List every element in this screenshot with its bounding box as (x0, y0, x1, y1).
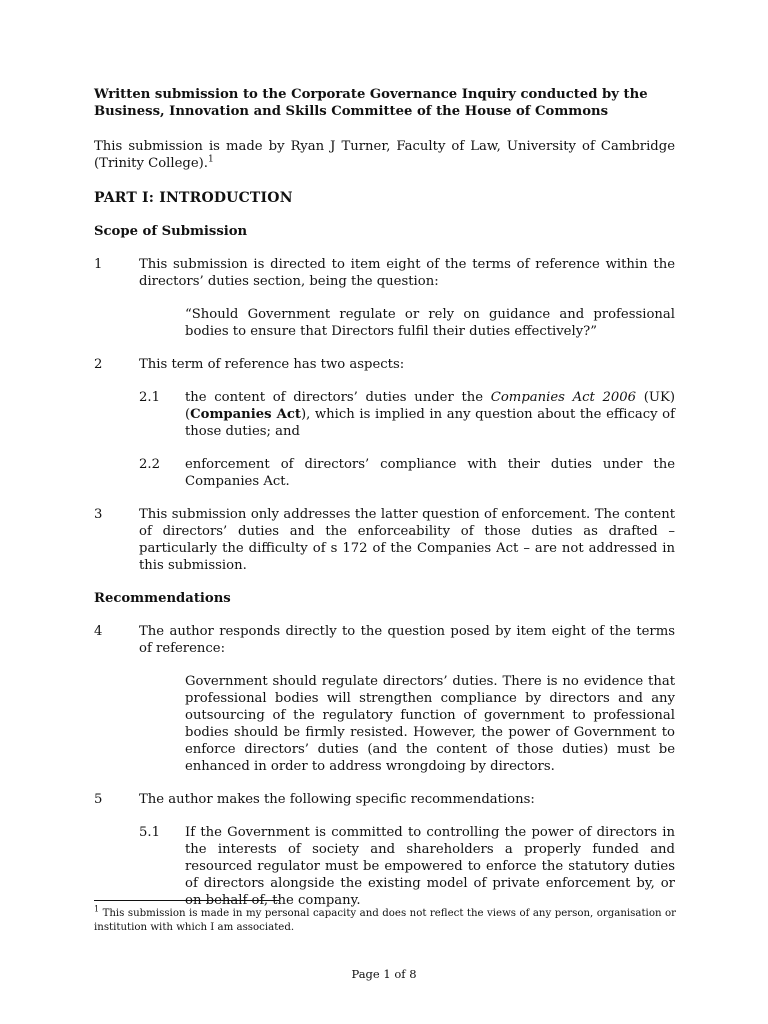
act-title: Companies Act 2006 (490, 390, 637, 405)
paragraph-text: This submission only addresses the latter question of enforcement. The content of directors’ duties and the enforceability of those duties as drafted – particularly the difficulty of s 172 of the Companies Act – are not addressed in this submission. (139, 507, 675, 573)
subparagraph-number: 5.1 (139, 825, 160, 840)
intro-paragraph (94, 138, 675, 172)
footnote (94, 904, 676, 935)
footnote-separator (94, 900, 279, 901)
page-number: Page 1 of 8 (351, 967, 417, 981)
defined-term: Companies Act (190, 407, 301, 422)
paragraph-1 (94, 256, 675, 290)
intro-text: This submission is made by Ryan J Turner, Faculty of Law, University of Cambridge (Trinity College). (94, 139, 675, 171)
paragraph-5 (94, 791, 675, 808)
text-run: (UK) ( (185, 390, 676, 422)
paragraph-number: 3 (94, 507, 103, 522)
paragraph-text: The author responds directly to the question posed by item eight of the terms of reference: (139, 624, 675, 656)
subparagraph-2-2 (94, 456, 675, 490)
paragraph-4 (94, 623, 675, 657)
subparagraph-number: 2.2 (139, 457, 160, 472)
paragraph-number: 4 (94, 624, 103, 639)
paragraph-text: This term of reference has two aspects: (139, 357, 405, 372)
text-run: the content of directors’ duties under the (185, 390, 491, 405)
document-page (94, 86, 675, 909)
document-title: Written submission to the Corporate Governance Inquiry conducted by the Business, Innovation and Skills Committee of the House of Commons (94, 87, 648, 119)
recommendations-heading: Recommendations (94, 591, 231, 606)
paragraph-2 (94, 356, 675, 373)
subparagraph-text (185, 389, 675, 440)
scope-heading: Scope of Submission (94, 224, 248, 239)
text-run: ), which is implied in any question about the efficacy of those duties; and (185, 407, 675, 439)
subparagraph-text: enforcement of directors’ compliance with their duties under the Companies Act. (185, 457, 675, 489)
footnote-text: This submission is made in my personal capacity and does not reflect the views of any person, organisation or institution with which I am associated. (94, 908, 676, 933)
subparagraph-text: If the Government is committed to controlling the power of directors in the interests of society and shareholders a properly funded and resourced regulator must be empowered to enforce the statutory duties of directors alongside the existing model of private enforcement by, or on behalf of, the company. (185, 825, 675, 908)
response-quote: Government should regulate directors’ duties. There is no evidence that professional bodies will strengthen compliance by directors and any outsourcing of the regulatory function of government to professional bodies should be firmly resisted. However, the power of Government to enforce directors’ duties (and the content of those duties) must be enhanced in order to address wrongdoing by directors. (185, 674, 675, 774)
footnote-number: 1 (94, 904, 100, 914)
paragraph-number: 5 (94, 792, 103, 807)
paragraph-text: This submission is directed to item eight of the terms of reference within the directors’ duties section, being the question: (139, 257, 675, 289)
subparagraph-2-1 (94, 389, 675, 440)
subparagraph-5-1 (94, 824, 675, 909)
subparagraph-number: 2.1 (139, 390, 160, 405)
paragraph-text: The author makes the following specific recommendations: (139, 792, 535, 807)
quoted-question: “Should Government regulate or rely on guidance and professional bodies to ensure that Directors fulfil their duties effectively?” (185, 307, 675, 339)
paragraph-number: 1 (94, 257, 103, 272)
footnote-reference[interactable]: 1 (207, 154, 214, 165)
paragraph-number: 2 (94, 357, 103, 372)
paragraph-3 (94, 506, 675, 574)
part1-heading: PART I: INTRODUCTION (94, 190, 293, 206)
